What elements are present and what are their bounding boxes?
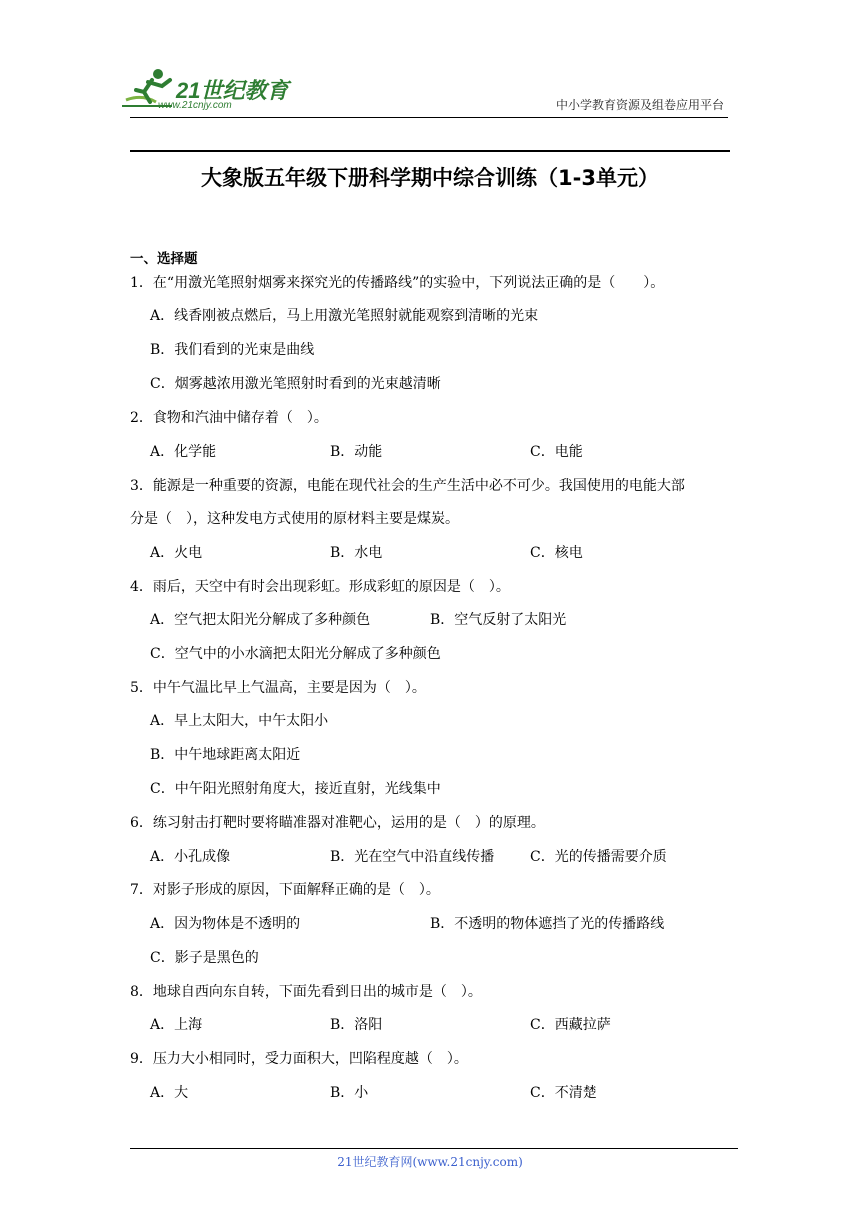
question-stem: 3．能源是一种重要的资源，电能在现代社会的生产生活中必不可少。我国使用的电能大部	[130, 478, 685, 494]
header-tagline: 中小学教育资源及组卷应用平台	[555, 98, 724, 112]
page-title: 大象版五年级下册科学期中综合训练（1-3单元）	[201, 166, 659, 190]
option-b[interactable]: B．光在空气中沿直线传播	[330, 849, 495, 865]
option-a[interactable]: A．因为物体是不透明的	[150, 916, 301, 932]
question-stem: 6．练习射击打靶时要将瞄准器对准靶心，运用的是（ ）的原理。	[130, 815, 545, 831]
question-stem-continued: 分是（ ），这种发电方式使用的原材料主要是煤炭。	[130, 511, 459, 527]
option-c[interactable]: C．核电	[530, 545, 583, 561]
option-b[interactable]: B．我们看到的光束是曲线	[150, 342, 315, 358]
question-stem: 8．地球自西向东自转，下面先看到日出的城市是（ ）。	[130, 984, 482, 1000]
question-stem: 5．中午气温比早上气温高，主要是因为（ ）。	[130, 680, 426, 696]
question-stem: 2．食物和汽油中储存着（ ）。	[130, 410, 328, 426]
option-a[interactable]: A．空气把太阳光分解成了多种颜色	[150, 612, 371, 628]
logo-text: 21世纪教育	[176, 78, 289, 103]
option-b[interactable]: B．中午地球距离太阳近	[150, 747, 301, 763]
option-b[interactable]: B．洛阳	[330, 1017, 383, 1033]
logo-url: www.21cnjy.com	[158, 100, 232, 111]
option-b[interactable]: B．小	[330, 1085, 369, 1101]
site-logo[interactable]	[122, 66, 292, 116]
option-b[interactable]: B．不透明的物体遮挡了光的传播路线	[430, 916, 665, 932]
option-c[interactable]: C．烟雾越浓用激光笔照射时看到的光束越清晰	[150, 376, 441, 392]
option-a[interactable]: A．上海	[150, 1017, 203, 1033]
option-c[interactable]: C．光的传播需要介质	[530, 849, 667, 865]
page-header	[0, 0, 860, 120]
option-b[interactable]: B．水电	[330, 545, 383, 561]
footer-divider	[130, 1148, 738, 1149]
section-heading: 一、选择题	[130, 251, 198, 267]
footer-link[interactable]: 21世纪教育网(www.21cnjy.com)	[337, 1155, 523, 1169]
title-divider	[130, 150, 730, 152]
header-divider	[130, 117, 728, 118]
option-a[interactable]: A．大	[150, 1085, 189, 1101]
question-stem: 7．对影子形成的原因，下面解释正确的是（ ）。	[130, 882, 440, 898]
option-b[interactable]: B．空气反射了太阳光	[430, 612, 567, 628]
option-c[interactable]: C．中午阳光照射角度大，接近直射，光线集中	[150, 781, 441, 797]
option-c[interactable]: C．西藏拉萨	[530, 1017, 611, 1033]
option-a[interactable]: A．火电	[150, 545, 203, 561]
option-c[interactable]: C．影子是黑色的	[150, 950, 259, 966]
option-b[interactable]: B．动能	[330, 444, 383, 460]
option-a[interactable]: A．小孔成像	[150, 849, 231, 865]
option-c[interactable]: C．电能	[530, 444, 583, 460]
option-c[interactable]: C．不清楚	[530, 1085, 597, 1101]
option-a[interactable]: A．化学能	[150, 444, 217, 460]
option-a[interactable]: A．早上太阳大，中午太阳小	[150, 713, 329, 729]
question-stem: 4．雨后，天空中有时会出现彩虹。形成彩虹的原因是（ ）。	[130, 579, 510, 595]
question-stem: 1．在“用激光笔照射烟雾来探究光的传播路线”的实验中，下列说法正确的是（ ）。	[130, 275, 665, 291]
option-c[interactable]: C．空气中的小水滴把太阳光分解成了多种颜色	[150, 646, 441, 662]
option-a[interactable]: A．线香刚被点燃后，马上用激光笔照射就能观察到清晰的光束	[150, 308, 539, 324]
question-stem: 9．压力大小相同时，受力面积大，凹陷程度越（ ）。	[130, 1051, 468, 1067]
